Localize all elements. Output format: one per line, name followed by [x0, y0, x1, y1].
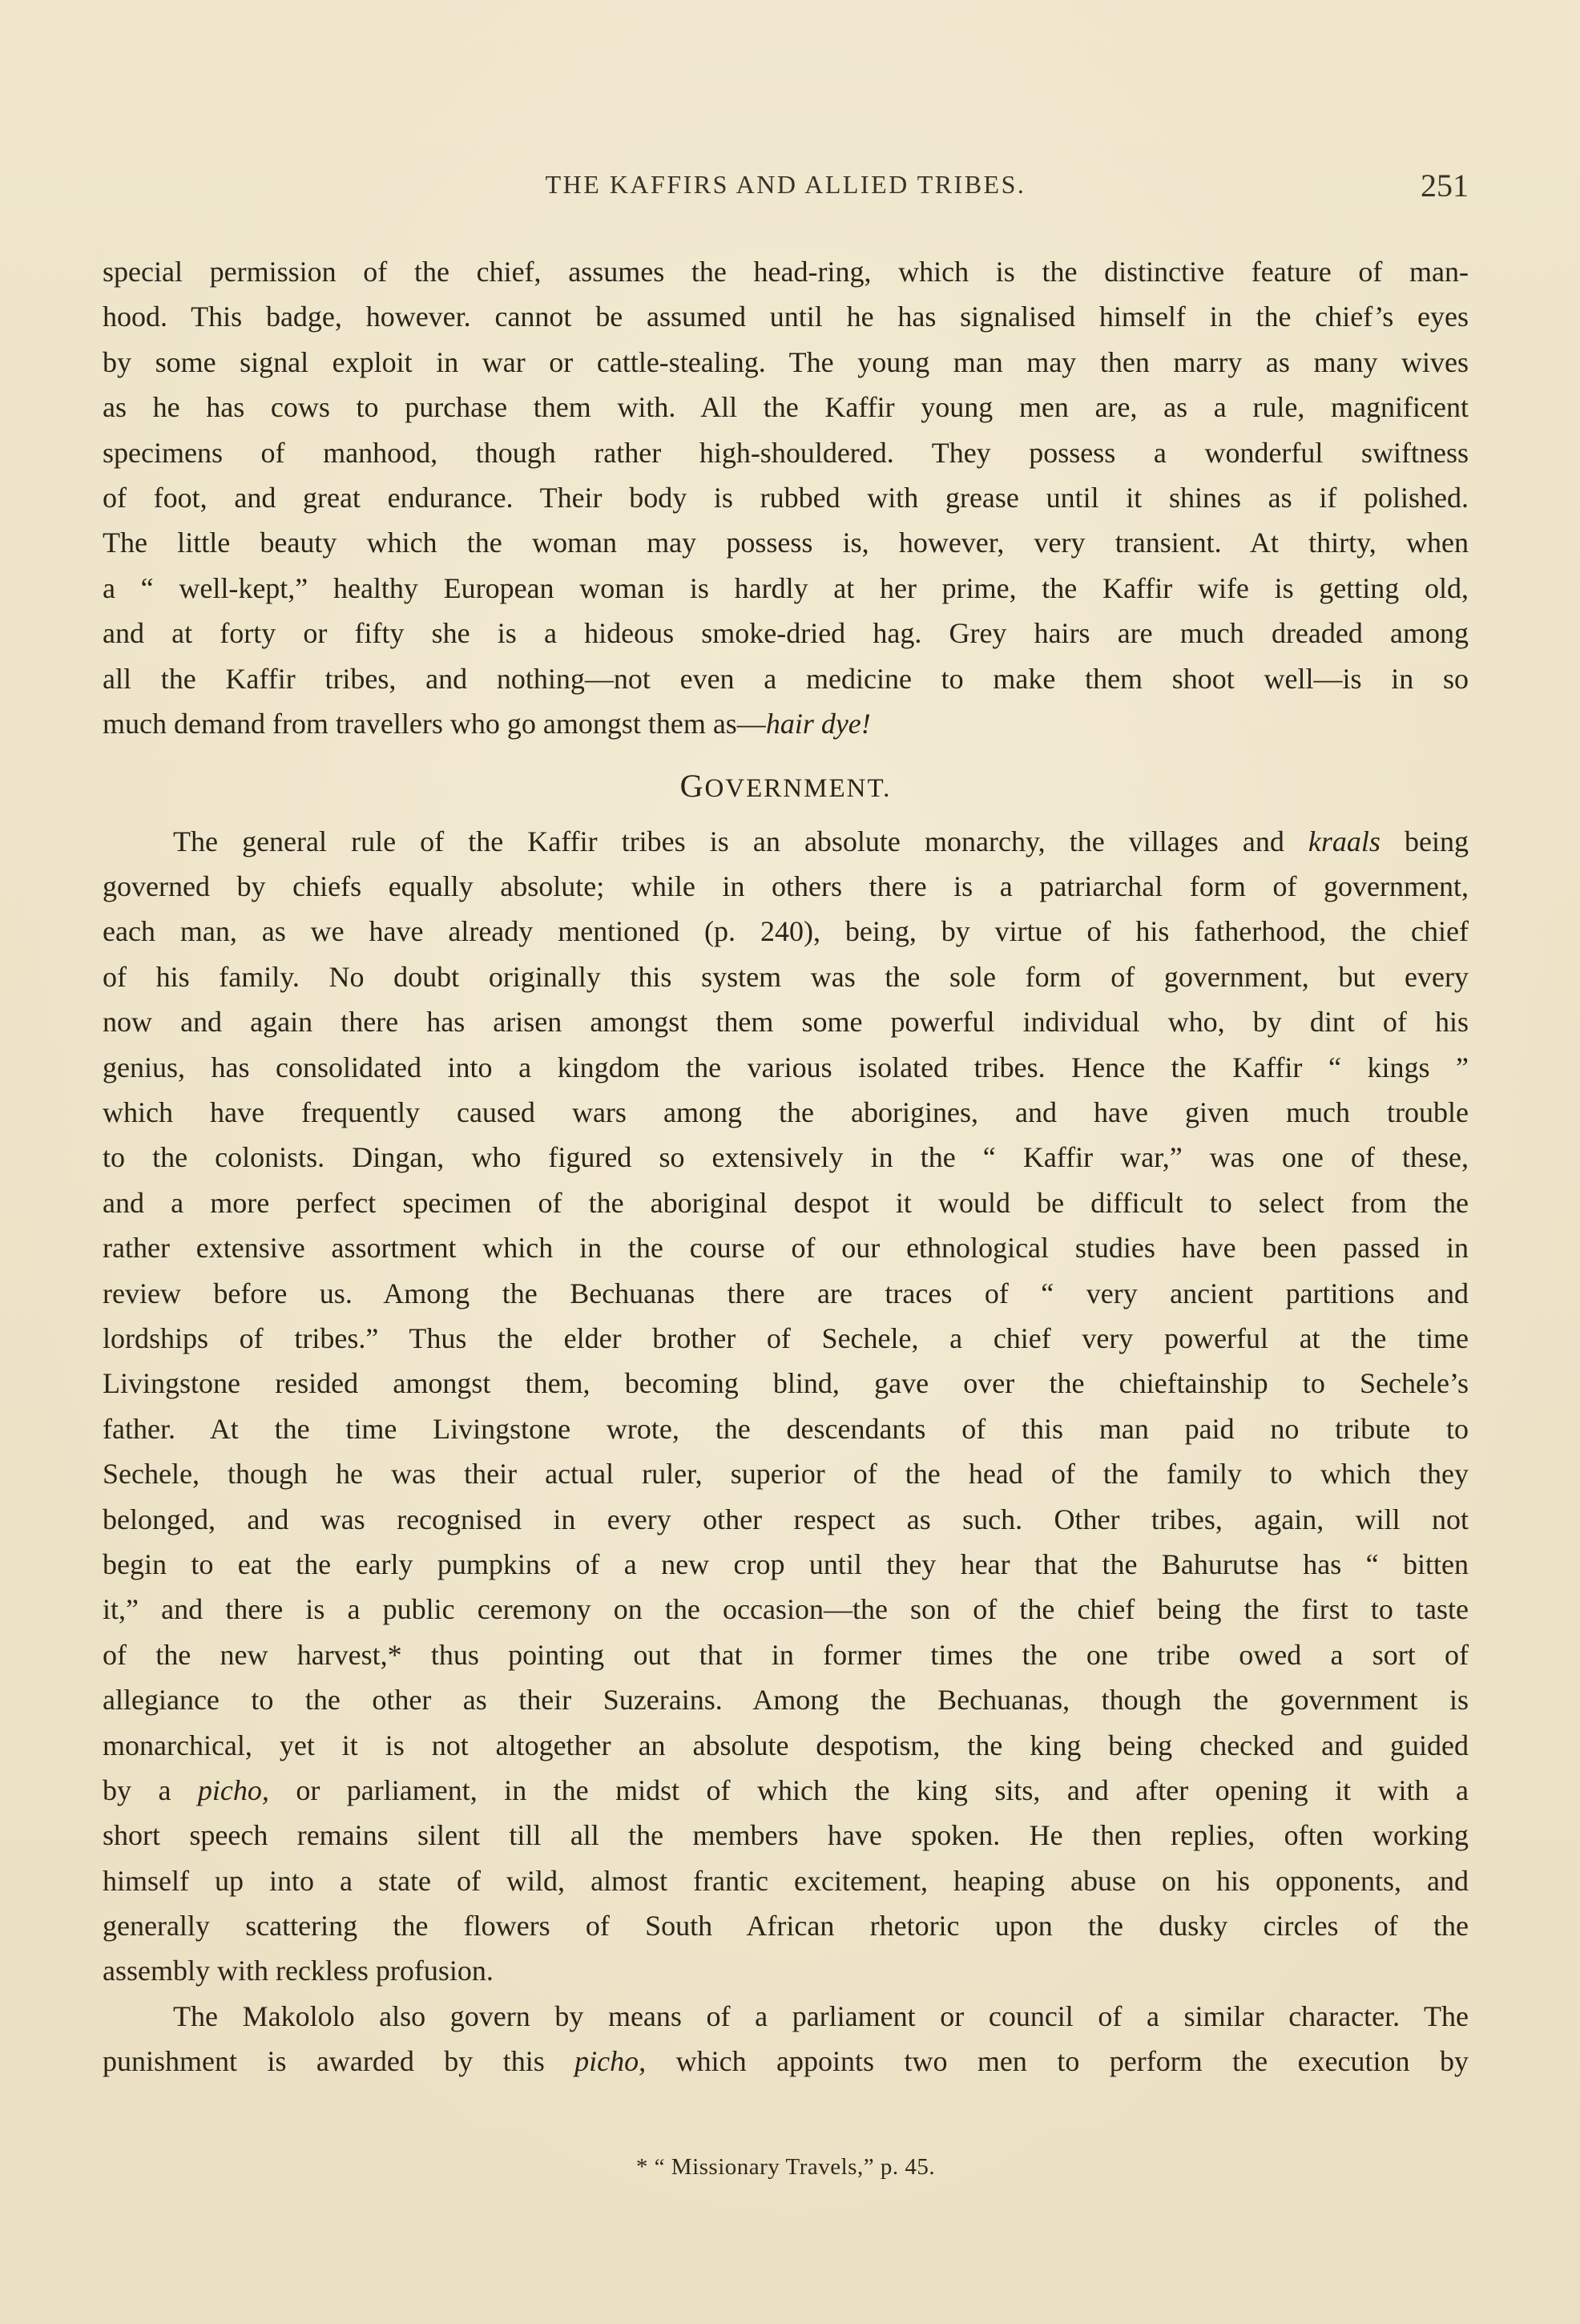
text-line: The Makololo also govern by means of a parliament or council of a similar character. The: [173, 1999, 1469, 2032]
text-span: The general rule of the Kaffir tribes is an absolute monarchy, the villages and: [173, 825, 1308, 857]
text-line: it,” and there is a public ceremony on the occasion—the son of the chief being the first to taste: [103, 1593, 1469, 1626]
paragraph-1: [103, 249, 1469, 746]
text-line: special permission of the chief, assumes the head-ring, which is the distinctive feature of man-: [103, 256, 1469, 288]
text-span: by a: [103, 1773, 198, 1806]
text-line: of the new harvest,* thus pointing out that in former times the one tribe owed a sort of: [103, 1638, 1469, 1671]
paragraph-2: [103, 819, 1469, 1994]
text-line: begin to eat the early pumpkins of a new crop until they hear that the Bahurutse has “ bitten: [103, 1547, 1469, 1580]
text-line: governed by chiefs equally absolute; while in others there is a patriarchal form of government,: [103, 870, 1469, 903]
text-line: of foot, and great endurance. Their body is rubbed with grease until it shines as if polished.: [103, 481, 1469, 514]
text-line: monarchical, yet it is not altogether an absolute despotism, the king being checked and guided: [103, 1729, 1469, 1761]
text-line: each man, as we have already mentioned (p. 240), being, by virtue of his fatherhood, the chief: [103, 915, 1469, 948]
body-text: [103, 249, 1469, 2084]
text-line: belonged, and was recognised in every other respect as such. Other tribes, again, will not: [103, 1503, 1469, 1535]
text-line: assembly with reckless profusion.: [103, 1955, 494, 1987]
text-line: by some signal exploit in war or cattle-stealing. The young man may then marry as many wives: [103, 345, 1469, 378]
text-line: review before us. Among the Bechuanas there are traces of “ very ancient partitions and: [103, 1277, 1469, 1309]
text-line: [103, 701, 1469, 746]
page-number: 251: [1421, 167, 1469, 204]
text-line: [103, 2039, 1469, 2084]
text-line: father. At the time Livingstone wrote, the descendants of this man paid no tribute to: [103, 1412, 1469, 1445]
text-line: Livingstone resided amongst them, becoming blind, gave over the chieftainship to Sechele’s: [103, 1367, 1469, 1400]
text-span: which appoints two men to perform the execution by: [646, 2045, 1469, 2078]
italic-text: picho,: [197, 1773, 269, 1806]
text-line: all the Kaffir tribes, and nothing—not even a medicine to make them shoot well—is in so: [103, 662, 1469, 695]
text-line: generally scattering the flowers of South African rhetoric upon the dusky circles of the: [103, 1910, 1469, 1943]
text-line: a “ well-kept,” healthy European woman is hardly at her prime, the Kaffir wife is getting old,: [103, 571, 1469, 604]
text-line: as he has cows to purchase them with. All the Kaffir young men are, as a rule, magnificent: [103, 391, 1469, 424]
text-line: to the colonists. Dingan, who figured so extensively in the “ Kaffir war,” was one of these,: [103, 1141, 1469, 1174]
paragraph-3: [103, 1994, 1469, 2084]
running-head: [103, 167, 1469, 210]
section-heading: [103, 764, 1469, 809]
text-line: [103, 1768, 1469, 1813]
footnote: * “ Missionary Travels,” p. 45.: [635, 2154, 936, 2180]
text-span: punishment is awarded by this: [103, 2045, 575, 2078]
text-line: now and again there has arisen amongst them some powerful individual who, by dint of his: [103, 1006, 1469, 1039]
text-line: himself up into a state of wild, almost frantic excitement, heaping abuse on his opponents, and: [103, 1864, 1469, 1897]
heading-rest: OVERNMENT.: [704, 774, 892, 804]
text-line: specimens of manhood, though rather high-shouldered. They possess a wonderful swiftness: [103, 436, 1469, 469]
text-line: and at forty or fifty she is a hideous smoke-dried hag. Grey hairs are much dreaded among: [103, 617, 1469, 650]
text-line: which have frequently caused wars among the aborigines, and have given much trouble: [103, 1096, 1469, 1129]
text-line: lordships of tribes.” Thus the elder brother of Sechele, a chief very powerful at the time: [103, 1321, 1469, 1354]
text-line: and a more perfect specimen of the aboriginal despot it would be difficult to select from the: [103, 1186, 1469, 1219]
text-span: much demand from travellers who go amongst them as—: [103, 707, 766, 740]
heading-initial: G: [679, 768, 705, 805]
text-line: allegiance to the other as their Suzerains. Among the Bechuanas, though the government is: [103, 1684, 1469, 1717]
text-line: [103, 819, 1469, 864]
text-line: Sechele, though he was their actual ruler, superior of the head of the family to which they: [103, 1458, 1469, 1491]
text-line: rather extensive assortment which in the course of our ethnological studies have been passed in: [103, 1232, 1469, 1265]
italic-text: hair dye!: [765, 707, 871, 740]
text-line: short speech remains silent till all the members have spoken. He then replies, often working: [103, 1819, 1469, 1852]
text-line: hood. This badge, however. cannot be assumed until he has signalised himself in the chief’s eyes: [103, 301, 1469, 333]
text-line: The little beauty which the woman may possess is, however, very transient. At thirty, when: [103, 527, 1469, 559]
text-line: genius, has consolidated into a kingdom the various isolated tribes. Hence the Kaffir “ kings ”: [103, 1051, 1469, 1083]
italic-text: kraals: [1308, 825, 1380, 857]
text-span: or parliament, in the midst of which the king sits, and after opening it with a: [268, 1773, 1469, 1806]
text-span: being: [1380, 825, 1469, 857]
text-line: of his family. No doubt originally this system was the sole form of government, but every: [103, 960, 1469, 993]
running-title: THE KAFFIRS AND ALLIED TRIBES.: [545, 170, 1026, 199]
italic-text: picho,: [574, 2045, 647, 2078]
